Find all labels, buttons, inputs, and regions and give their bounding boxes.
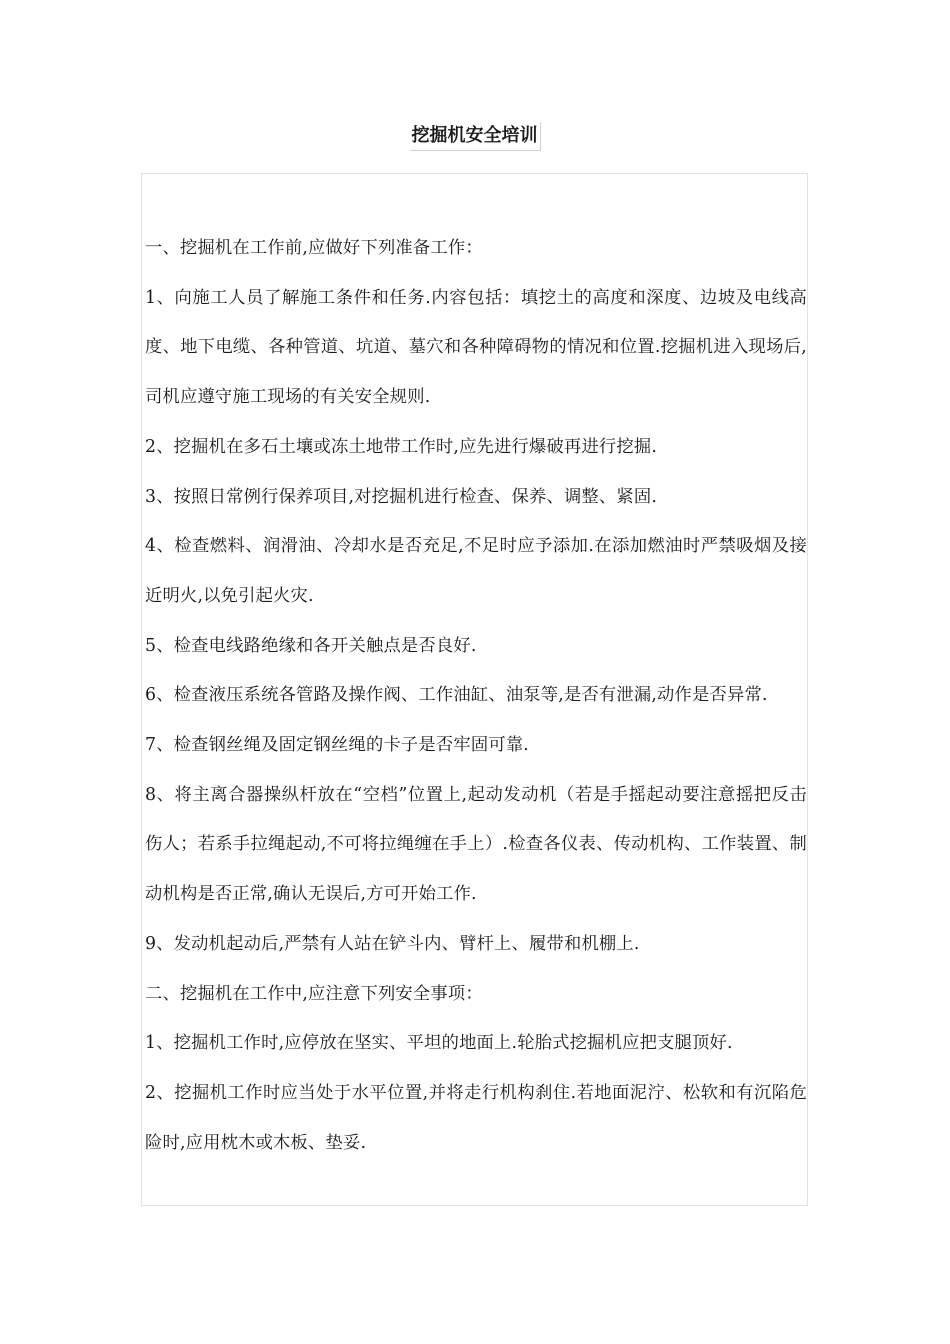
paragraph-item: 4、检查燃料、润滑油、冷却水是否充足,不足时应予添加.在添加燃油时严禁吸烟及接近明火,以免引起火灾. [145, 536, 807, 606]
paragraph-item: 2、挖掘机在多石土壤或冻土地带工作时,应先进行爆破再进行挖掘. [145, 436, 658, 457]
document-title-text: 挖掘机安全培训 [410, 122, 541, 151]
document-title [0, 122, 950, 151]
paragraph-item: 9、发动机起动后,严禁有人站在铲斗内、臂杆上、履带和机棚上. [145, 933, 640, 954]
content-frame [141, 173, 808, 1206]
paragraph-item: 5、检查电线路绝缘和各开关触点是否良好. [145, 635, 477, 656]
paragraph-item: 3、按照日常例行保养项目,对挖掘机进行检查、保养、调整、紧固. [145, 486, 658, 507]
paragraph-item: 8、将主离合器操纵杆放在“空档”位置上,起动发动机（若是手摇起动要注意摇把反击伤人；若系手拉绳起动,不可将拉绳缠在手上）.检查各仪表、传动机构、工作装置、制动机构是否正常,确认无误后,方可开始工作. [145, 784, 807, 905]
paragraph-item: 1、向施工人员了解施工条件和任务.内容包括：填挖土的高度和深度、边坡及电线高度、地下电缆、各种管道、坑道、墓穴和各种障碍物的情况和位置.挖掘机进入现场后,司机应遵守施工现场的有关安全规则. [145, 287, 807, 408]
paragraph-item: 2、挖掘机工作时应当处于水平位置,并将走行机构刹住.若地面泥泞、松软和有沉陷危险时,应用枕木或木板、垫妥. [145, 1082, 807, 1153]
paragraph-item: 1、挖掘机工作时,应停放在坚实、平坦的地面上.轮胎式挖掘机应把支腿顶好. [145, 1033, 733, 1054]
paragraph-item: 6、检查液压系统各管路及操作阀、工作油缸、油泵等,是否有泄漏,动作是否异常. [145, 685, 768, 706]
document-body [145, 224, 807, 1168]
paragraph-item: 7、检查钢丝绳及固定钢丝绳的卡子是否牢固可靠. [145, 735, 529, 756]
section-heading-1: 一、挖掘机在工作前,应做好下列准备工作： [145, 238, 483, 258]
section-heading-2: 二、挖掘机在工作中,应注意下列安全事项： [145, 983, 483, 1004]
